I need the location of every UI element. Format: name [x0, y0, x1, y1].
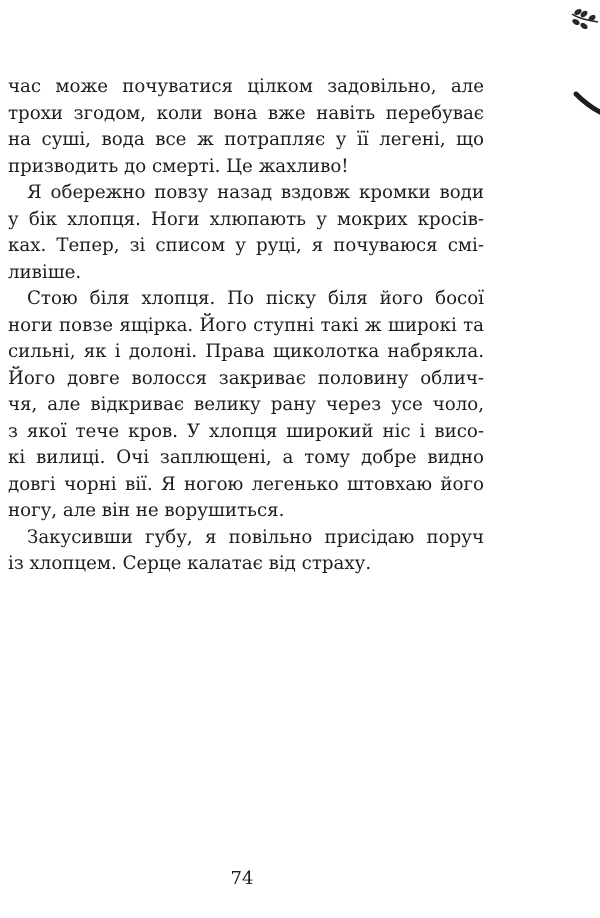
text-line: Я обережно повзу назад вздовж кромки води [27, 182, 484, 203]
text-line: у бік хлопця. Ноги хлюпають у мокрих кросів- [8, 208, 484, 230]
text-line: сильні, як і долоні. Права щиколотка набрякла. [8, 341, 484, 362]
text-line: ногу, але він не ворушиться. [8, 500, 285, 521]
text-line: чя, але відкриває велику рану через усе чоло, [8, 394, 484, 415]
text-line: ках. Тепер, зі списом у руці, я почуваюся смі- [8, 235, 484, 256]
text-line: час може почуватися цілком задовільно, але [8, 76, 484, 97]
text-line: з якої тече кров. У хлопця широкий ніс і висо- [8, 420, 484, 442]
page-number: 74 [230, 868, 254, 889]
text-line: ноги повзе ящірка. Його ступні такі ж широкі та [8, 314, 484, 336]
text-line: трохи згодом, коли вона вже навіть перебуває [8, 102, 484, 124]
text-line: ливіше. [8, 261, 82, 283]
body-text [8, 74, 484, 578]
text-line: на суші, вода все ж потрапляє у її легені, що [8, 129, 484, 150]
leafy-branch-icon [540, 0, 600, 140]
text-line: довгі чорні вії. Я ногою легенько штовхаю його [8, 473, 484, 495]
text-line: Стою біля хлопця. По піску біля його босої [27, 288, 484, 309]
text-line: із хлопцем. Серце калатає від страху. [8, 553, 372, 574]
text-line: кі вилиці. Очі заплющені, а тому добре видно [8, 447, 484, 468]
text-line: призводить до смерті. Це жахливо! [8, 155, 349, 177]
text-line: Закусивши губу, я повільно присідаю поруч [27, 526, 484, 548]
text-line: Його довге волосся закриває половину облич- [8, 367, 484, 389]
